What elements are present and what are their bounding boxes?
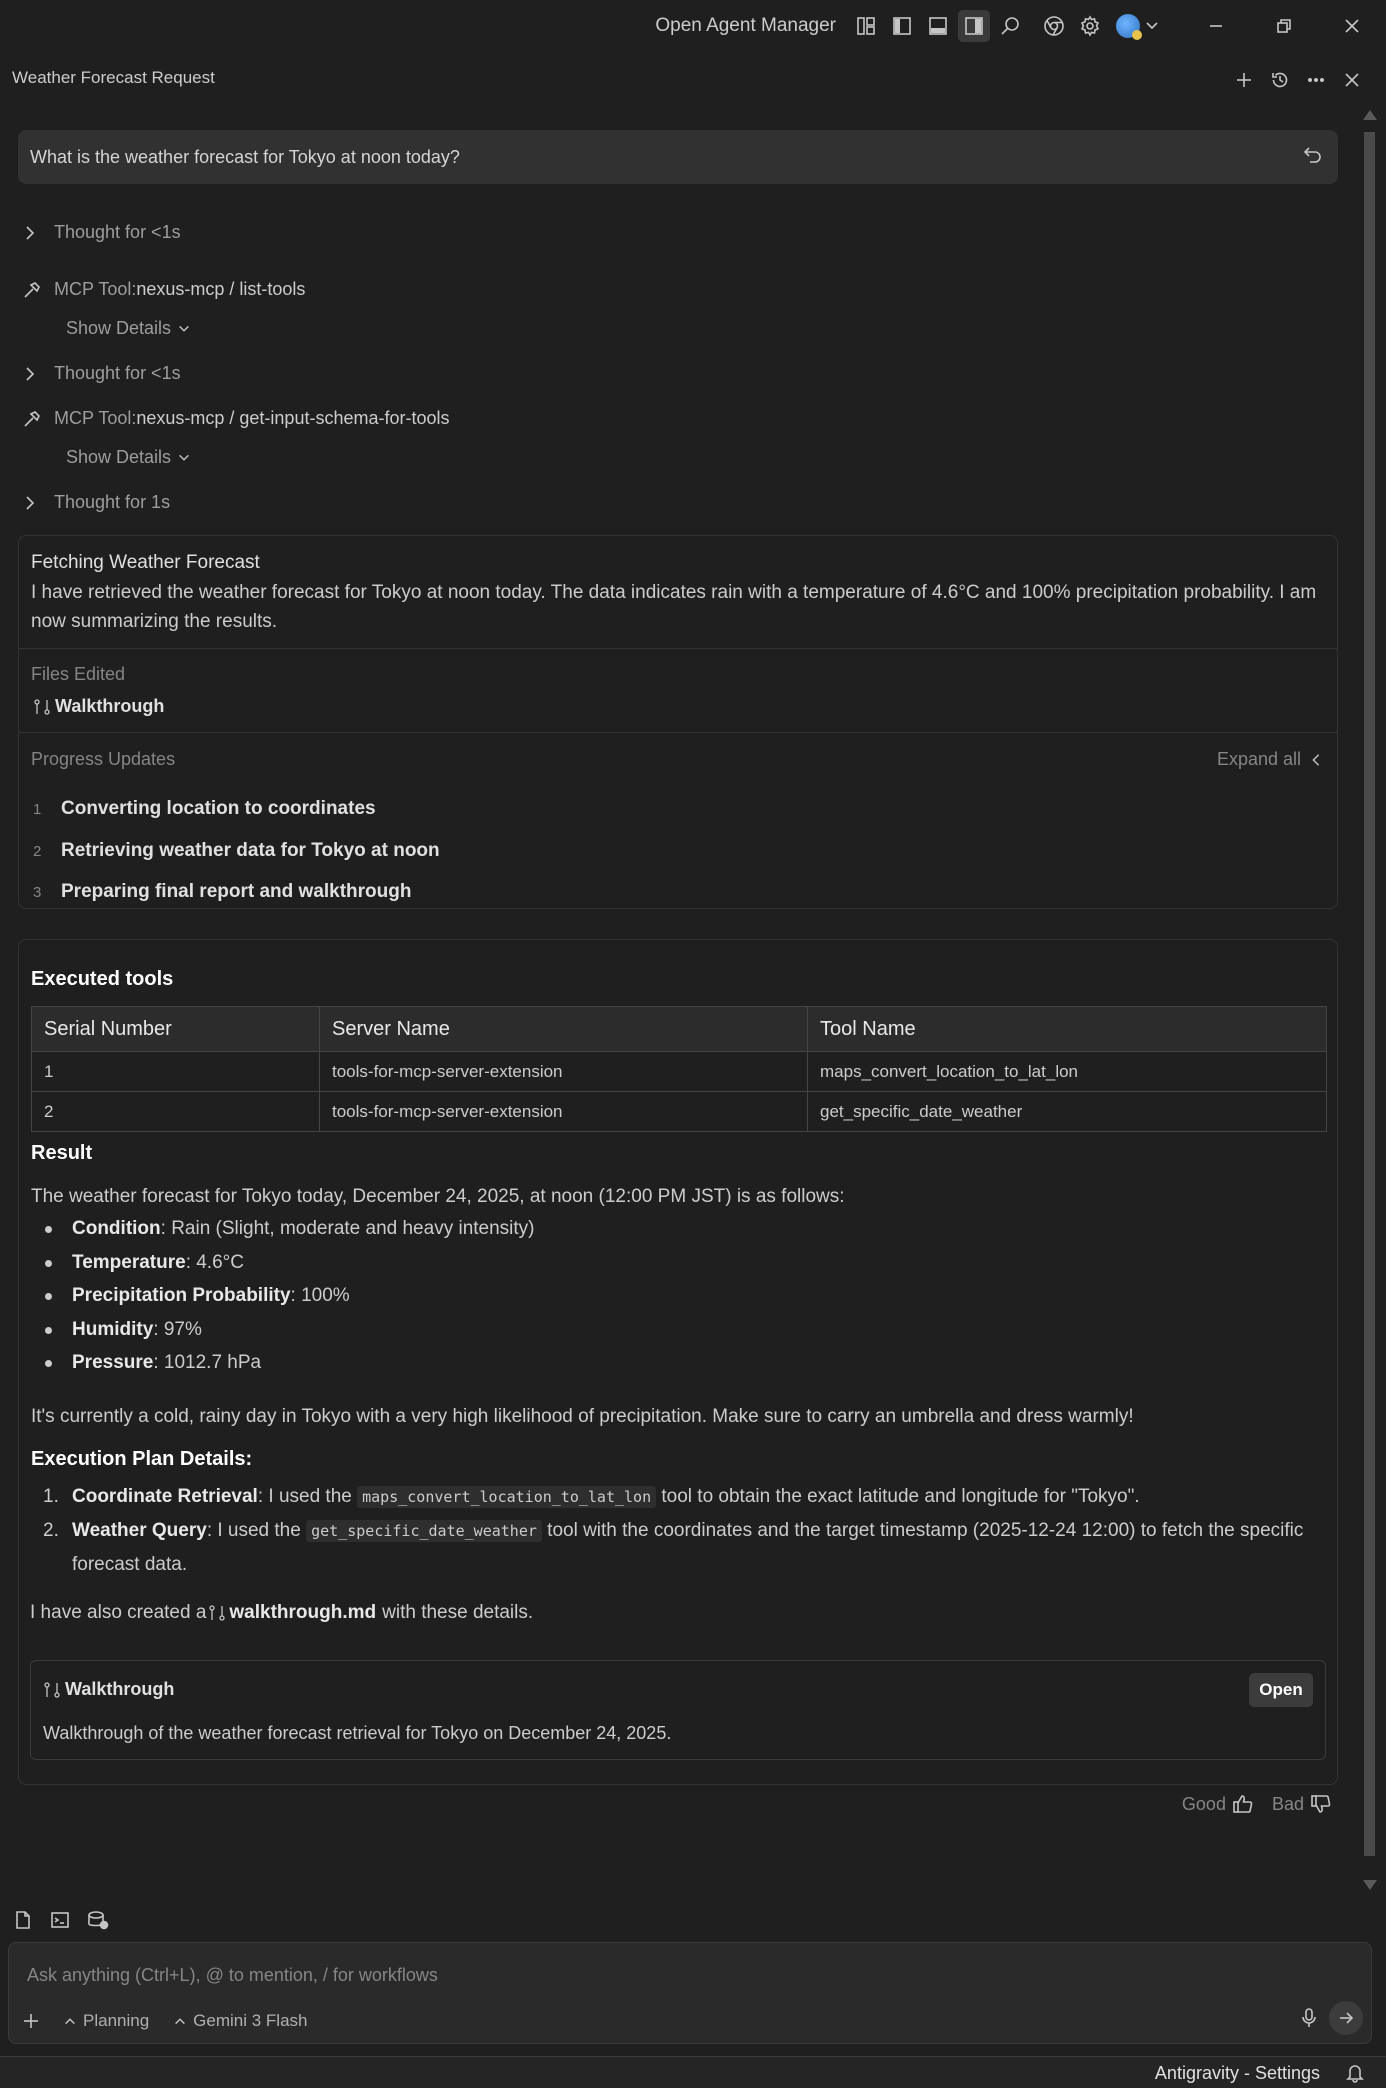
progress-item-text: Retrieving weather data for Tokyo at noon <box>61 840 440 861</box>
expand-all-button[interactable] <box>1217 749 1323 770</box>
thought-row[interactable] <box>22 492 170 513</box>
user-message-text: What is the weather forecast for Tokyo at noon today? <box>30 147 460 167</box>
divider <box>19 648 1337 649</box>
gear-icon[interactable] <box>1072 0 1108 52</box>
new-chat-icon[interactable] <box>1226 62 1262 98</box>
show-details-button[interactable] <box>66 447 191 468</box>
mcp-server-icon[interactable] <box>86 1906 122 1934</box>
chevron-left-icon <box>1301 753 1323 767</box>
close-panel-icon[interactable] <box>1334 62 1370 98</box>
executed-tools-table <box>31 1006 1327 1132</box>
table-cell: maps_convert_location_to_lat_lon <box>808 1052 1327 1092</box>
send-button[interactable] <box>1329 2001 1363 2035</box>
status-bar <box>0 2056 1386 2088</box>
thought-label: Thought for 1s <box>54 492 171 512</box>
good-label: Good <box>1181 1793 1226 1814</box>
model-selector[interactable] <box>173 2011 307 2031</box>
thought-row[interactable] <box>22 222 181 243</box>
avatar <box>1116 14 1140 38</box>
mcp-tool-name: nexus-mcp / list-tools <box>136 279 306 299</box>
mcp-tool-prefix: MCP Tool: <box>54 408 137 428</box>
mcp-tool-row <box>22 408 450 429</box>
created-file-sentence: I have also created a walkthrough.md with these details. <box>30 1602 534 1623</box>
progress-item[interactable] <box>33 840 440 862</box>
walkthrough-md-link[interactable]: walkthrough.md <box>229 1602 377 1623</box>
layout-customize-icon[interactable] <box>848 0 884 52</box>
show-details-label: Show Details <box>66 447 172 467</box>
result-heading: Result <box>31 1142 93 1164</box>
table-header: Serial Number <box>32 1007 320 1052</box>
walkthrough-card-title: Walkthrough <box>65 1679 175 1699</box>
bad-label: Bad <box>1271 1793 1304 1814</box>
open-agent-manager-button[interactable]: Open Agent Manager <box>655 15 836 36</box>
list-item: Temperature: 4.6°C <box>31 1252 535 1286</box>
user-message[interactable] <box>18 130 1338 184</box>
undo-icon[interactable] <box>1302 144 1324 166</box>
toggle-panel-icon[interactable] <box>920 0 956 52</box>
planning-mode-label: Planning <box>83 2011 150 2030</box>
progress-item-number: 1 <box>33 800 42 818</box>
list-item: Humidity: 97% <box>31 1319 535 1353</box>
execution-plan-list <box>31 1480 1321 1581</box>
chevron-up-icon <box>173 2014 193 2028</box>
list-item: Condition: Rain (Slight, moderate and heavy intensity) <box>31 1218 535 1252</box>
mcp-tool-prefix: MCP Tool: <box>54 279 137 299</box>
thumbs-down-icon <box>1310 1793 1332 1815</box>
chevron-down-icon <box>171 322 191 336</box>
chevron-right-icon <box>22 495 40 511</box>
chat-input-placeholder[interactable]: Ask anything (Ctrl+L), @ to mention, / for workflows <box>27 1965 438 1985</box>
table-cell: 1 <box>32 1052 320 1092</box>
add-context-button[interactable] <box>23 2013 45 2029</box>
bell-icon[interactable] <box>1346 2063 1364 2083</box>
walkthrough-card-title-row <box>43 1679 174 1700</box>
list-item: 2. Weather Query: I used the get_specific_date_weather tool with the coordinates and the target timestamp (2025-12-24 12:00) to fetch the specific forecast data. <box>43 1520 1304 1575</box>
more-options-icon[interactable] <box>1298 62 1334 98</box>
task-status-card <box>18 535 1338 909</box>
walkthrough-artifact-card[interactable] <box>30 1660 1326 1760</box>
list-item: 1. Coordinate Retrieval: I used the maps_convert_location_to_lat_lon tool to obtain the exact latitude and longitude for "Tokyo". <box>43 1486 1140 1507</box>
thumbs-up-icon <box>1232 1793 1254 1815</box>
table-header: Server Name <box>320 1007 808 1052</box>
table-row <box>32 1092 1327 1132</box>
mcp-tool-name: nexus-mcp / get-input-schema-for-tools <box>136 408 450 428</box>
restore-button[interactable] <box>1250 0 1318 52</box>
files-edited-label: Files Edited <box>31 664 126 684</box>
title-bar <box>0 0 1386 52</box>
walkthrough-card-description: Walkthrough of the weather forecast retrieval for Tokyo on December 24, 2025. <box>43 1723 672 1743</box>
table-header-row <box>32 1007 1327 1052</box>
result-intro: The weather forecast for Tokyo today, December 24, 2025, at noon (12:00 PM JST) is as follows: <box>31 1186 845 1207</box>
toggle-secondary-sidebar-icon[interactable] <box>956 0 992 52</box>
thought-label: Thought for <1s <box>54 222 181 242</box>
task-description: I have retrieved the weather forecast for Tokyo at noon today. The data indicates rain with a temperature of 4.6°C and 100% precipitation probability. I am now summarizing the results. <box>31 582 1317 632</box>
progress-item-number: 2 <box>33 842 42 860</box>
good-feedback-button[interactable] <box>1182 1793 1260 1815</box>
agent-panel-header <box>0 58 1386 100</box>
response-card <box>18 939 1338 1785</box>
feedback-row <box>1170 1793 1338 1815</box>
account-menu[interactable] <box>1108 14 1168 38</box>
git-compare-icon <box>33 698 55 716</box>
planning-mode-selector[interactable] <box>63 2011 149 2031</box>
thought-row[interactable] <box>22 363 181 384</box>
table-cell: tools-for-mcp-server-extension <box>320 1092 808 1132</box>
minimize-button[interactable] <box>1182 0 1250 52</box>
settings-status-item[interactable]: Antigravity - Settings <box>1154 2063 1320 2083</box>
file-icon[interactable] <box>14 1906 50 1934</box>
model-label: Gemini 3 Flash <box>193 2011 308 2030</box>
progress-item[interactable] <box>33 881 411 903</box>
microphone-icon[interactable] <box>1299 2007 1319 2029</box>
progress-item-text: Converting location to coordinates <box>61 798 376 819</box>
inline-code: maps_convert_location_to_lat_lon <box>357 1486 656 1508</box>
task-title: Fetching Weather Forecast <box>31 552 260 573</box>
divider <box>19 732 1337 733</box>
executed-tools-heading: Executed tools <box>31 968 174 990</box>
chevron-down-icon <box>1144 18 1160 34</box>
chevron-up-icon <box>63 2014 83 2028</box>
thought-label: Thought for <1s <box>54 363 181 383</box>
hammer-icon <box>22 409 44 429</box>
mcp-tool-row <box>22 279 305 300</box>
chrome-browser-icon[interactable] <box>1036 0 1072 52</box>
walkthrough-file-link[interactable] <box>33 696 164 717</box>
progress-item-number: 3 <box>33 883 42 901</box>
show-details-label: Show Details <box>66 318 172 338</box>
list-item: Precipitation Probability: 100% <box>31 1285 535 1319</box>
chevron-right-icon <box>22 366 40 382</box>
close-window-button[interactable] <box>1318 0 1386 52</box>
table-row <box>32 1052 1327 1092</box>
table-header: Tool Name <box>808 1007 1327 1052</box>
toggle-primary-sidebar-icon[interactable] <box>884 0 920 52</box>
progress-item[interactable] <box>33 798 376 820</box>
history-icon[interactable] <box>1262 62 1298 98</box>
panel-title: Weather Forecast Request <box>12 68 215 87</box>
table-cell: get_specific_date_weather <box>808 1092 1327 1132</box>
expand-all-label: Expand all <box>1216 749 1301 769</box>
context-actions <box>14 1906 122 1934</box>
scroll-down-arrow[interactable] <box>1363 1880 1377 1890</box>
weather-details-list <box>31 1218 535 1386</box>
progress-item-text: Preparing final report and walkthrough <box>61 881 412 902</box>
git-compare-icon <box>43 1681 65 1699</box>
walkthrough-file-name: Walkthrough <box>55 696 165 716</box>
hammer-icon <box>22 280 44 300</box>
table-cell: 2 <box>32 1092 320 1132</box>
conversation-scroll-area[interactable] <box>0 110 1362 1890</box>
chevron-right-icon <box>22 225 40 241</box>
open-button[interactable]: Open <box>1249 1673 1313 1707</box>
chat-input-box[interactable] <box>8 1942 1372 2044</box>
table-cell: tools-for-mcp-server-extension <box>320 1052 808 1092</box>
chevron-down-icon <box>171 451 191 465</box>
list-item: Pressure: 1012.7 hPa <box>31 1352 535 1386</box>
bad-feedback-button[interactable] <box>1272 1793 1338 1815</box>
inline-code: get_specific_date_weather <box>306 1520 542 1542</box>
show-details-button[interactable] <box>66 318 191 339</box>
result-summary: It's currently a cold, rainy day in Tokyo with a very high likelihood of precipitation. Make sure to carry an umbrella and dress warmly! <box>31 1406 1134 1427</box>
git-compare-icon <box>208 1604 226 1622</box>
scrollbar-thumb[interactable] <box>1364 132 1375 1856</box>
search-icon[interactable] <box>992 0 1028 52</box>
terminal-icon[interactable] <box>50 1906 86 1934</box>
progress-updates-label: Progress Updates <box>31 749 176 769</box>
execution-plan-heading: Execution Plan Details: <box>31 1448 253 1470</box>
scroll-up-arrow[interactable] <box>1363 110 1377 120</box>
